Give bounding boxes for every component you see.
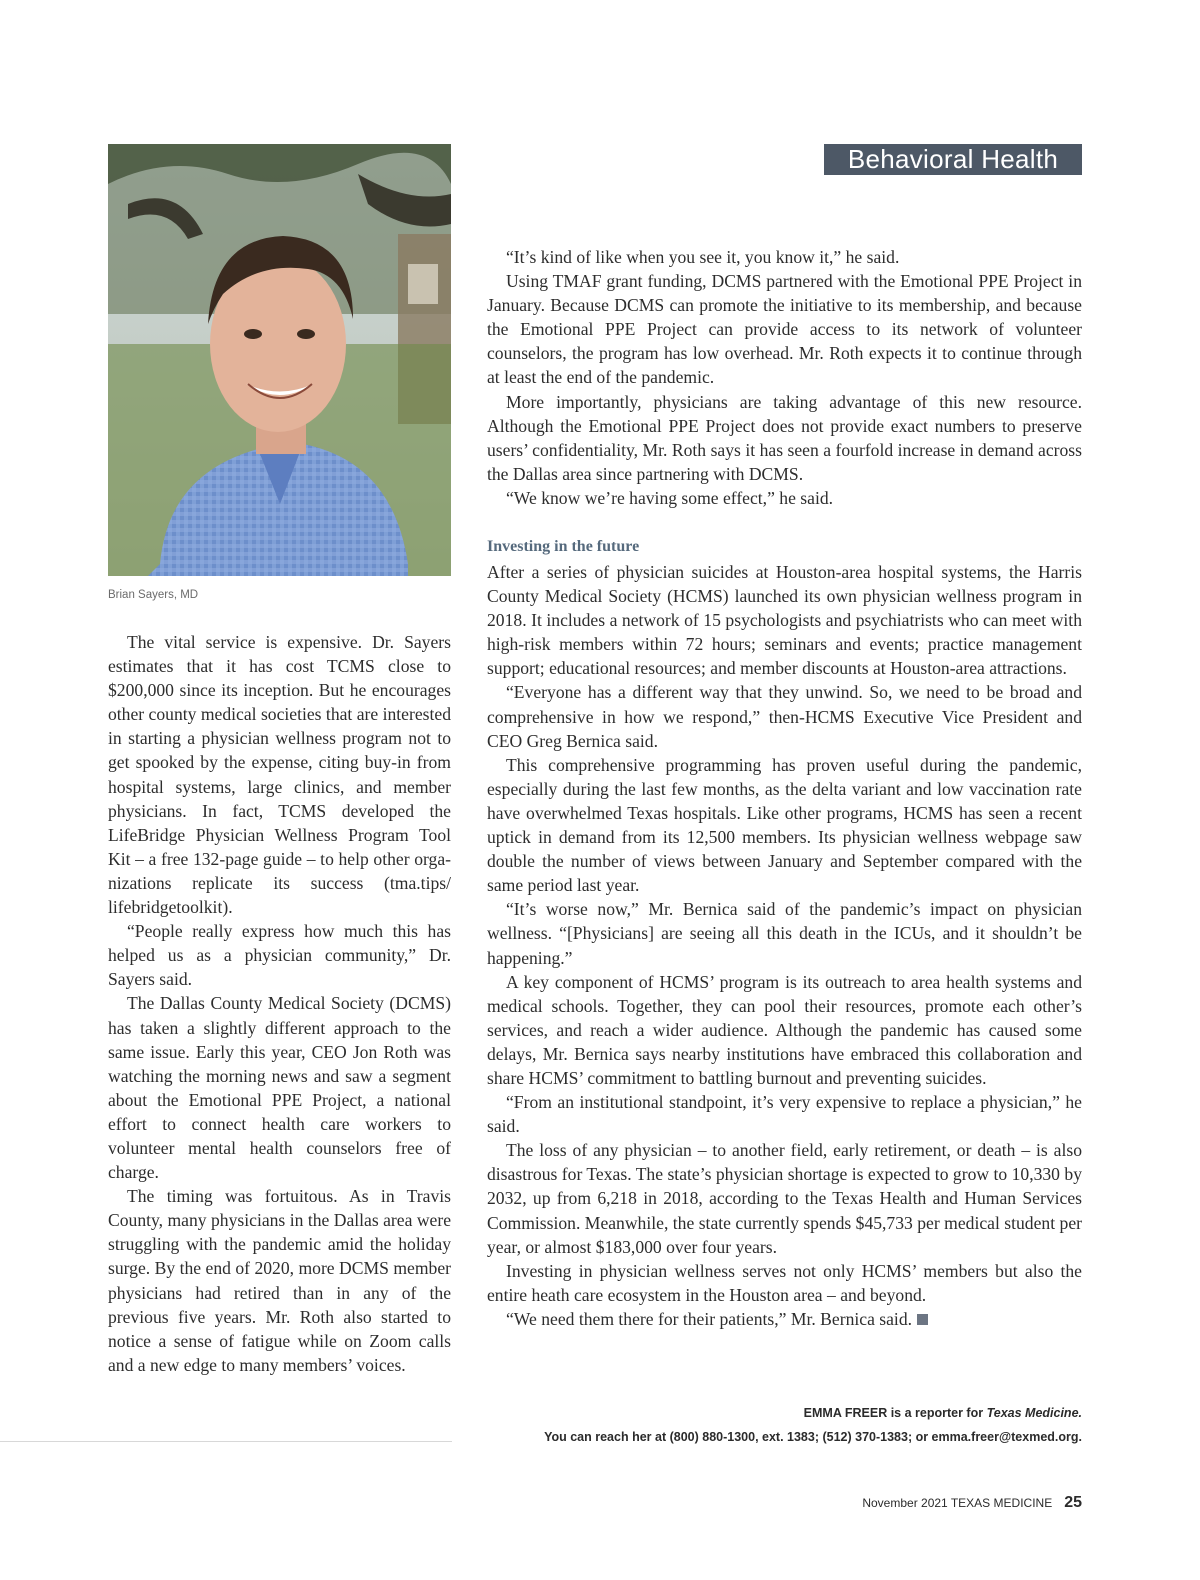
author-bio-text: EMMA FREER is a reporter for (803, 1406, 987, 1420)
body-paragraph: “It’s kind of like when you see it, you know it,” he said. (506, 247, 900, 267)
body-paragraph: The loss of any physician – to another field, early retirement, or death – is also disastrous for Texas. The state’s physician shortage is expected to grow to 10,330 by 2032, up from 6,218 in 2018, according to the Texas Health and Human Services Commission. Meanwhile, the state currently spends $45,733 per medical student per year, or almost $183,000 over four years. (487, 1140, 1082, 1257)
body-paragraph: This comprehensive programming has proven useful during the pandemic, especially during the last few months, as the delta variant and low vaccination rate have overwhelmed Texas hospitals. Like other programs, HCMS has seen a recent uptick in demand from its 12,500 members. Its physician wellness webpage saw double the number of views between January and September compared with the same period last year. (487, 754, 1082, 896)
body-paragraph: A key component of HCMS’ program is its outreach to area health systems and medical schools. Together, they can pool their resources, promote each other’s services, and reach a wider audience. Although the pandemic has caused some delays, Mr. Bernica says nearby institutions have embraced this collaboration and share HCMS’ commitment to battling burnout and preventing suicides. (487, 971, 1082, 1088)
final-paragraph-text: “We need them there for their patients,” Mr. Bernica said. (506, 1308, 913, 1329)
issue-label: November 2021 TEXAS MEDICINE (862, 1496, 1053, 1510)
portrait-photo (108, 144, 451, 576)
author-bio (470, 1406, 1082, 1420)
body-paragraph: “From an institutional standpoint, it’s very expensive to replace a physician,” he said. (487, 1092, 1082, 1137)
body-paragraph: The Dallas County Medical Society (DCMS) has taken a slightly different approach to the same issue. Early this year, CEO Jon Roth was watching the morning news and saw a segment about the Emotional PPE Project, a national effort to connect health care workers to volunteer mental health counselors free of charge. (108, 993, 451, 1183)
footer-rule (0, 1441, 452, 1442)
final-paragraph (487, 1307, 1082, 1331)
end-of-article-mark-icon (917, 1314, 928, 1325)
page-footer (862, 1494, 1082, 1512)
body-paragraph: After a series of physician suicides at Houston-area hospital systems, the Harris County Medical Society (HCMS) launched its own physician wellness program in 2018. It includes a network of 15 psychologists and psychiatrists who can meet with high-risk members within 72 hours; seminars and events; practice management support; educational resources; and member discounts at Houston-area attractions. (487, 562, 1082, 679)
publication-name: Texas Medicine. (986, 1406, 1082, 1420)
right-article-column-bottom (487, 536, 1082, 1331)
left-article-column (108, 630, 451, 1377)
page-number: 25 (1064, 1494, 1082, 1511)
photo-caption: Brian Sayers, MD (108, 589, 199, 601)
body-paragraph: “People really express how much this has helped us as a physician community,” Dr. Sayers said. (108, 921, 451, 990)
body-paragraph: Investing in physician wellness serves not only HCMS’ members but also the entire heath care ecosystem in the Houston area – and beyond. (487, 1260, 1082, 1305)
body-paragraph: Using TMAF grant funding, DCMS partnered with the Emotional PPE Project in January. Because DCMS can promote the initiative to its membership, and because the Emotional PPE Project can provide access to its network of volunteer counselors, the program has low overhead. Mr. Roth expects it to continue through at least the end of the pandemic. (487, 271, 1082, 388)
right-article-column-top (487, 245, 1082, 510)
body-paragraph: The timing was fortuitous. As in Travis County, many physicians in the Dallas area were struggling with the pandemic amid the holiday surge. By the end of 2020, more DCMS member physicians had retired than in any of the previous five years. Mr. Roth also started to notice a sense of fatigue while on Zoom calls and a new edge to many members’ voices. (108, 1186, 451, 1375)
body-paragraph: The vital service is expensive. Dr. Sayers estimates that it has cost TCMS close to $200,000 since its inception. But he encourages other county medical societies that are interested in starting a physician wellness program not to get spooked by the expense, citing buy-in from hospital systems, large clinics, and member physicians. In fact, TCMS developed the LifeBridge Physician Wellness Program Tool Kit – a free 132-page guide – to help other organizations replicate its success (tma.tips/ lifebridgetoolkit). (108, 632, 451, 918)
body-paragraph: More importantly, physicians are taking advantage of this new resource. Although the Emotional PPE Project does not provide exact numbers to preserve users’ confidentiality, Mr. Roth says it has seen a fourfold increase in demand across the Dallas area since partnering with DCMS. (487, 391, 1082, 484)
section-subhead: Investing in the future (487, 538, 640, 555)
body-paragraph: “We know we’re having some effect,” he said. (506, 487, 834, 508)
body-paragraph: “Everyone has a different way that they unwind. So, we need to be broad and comprehensive in how we respond,” then-HCMS Executive Vice President and CEO Greg Bernica said. (487, 682, 1082, 751)
section-label: Behavioral Health (824, 144, 1082, 175)
body-paragraph: “It’s worse now,” Mr. Bernica said of the pandemic’s impact on physician wellness. “[Physicians] are seeing all this death in the ICUs, and it shouldn’t be happening.” (487, 899, 1082, 968)
author-contact: You can reach her at (800) 880-1300, ext. 1383; (512) 370-1383; or emma.freer@texmed.org. (544, 1430, 1082, 1444)
